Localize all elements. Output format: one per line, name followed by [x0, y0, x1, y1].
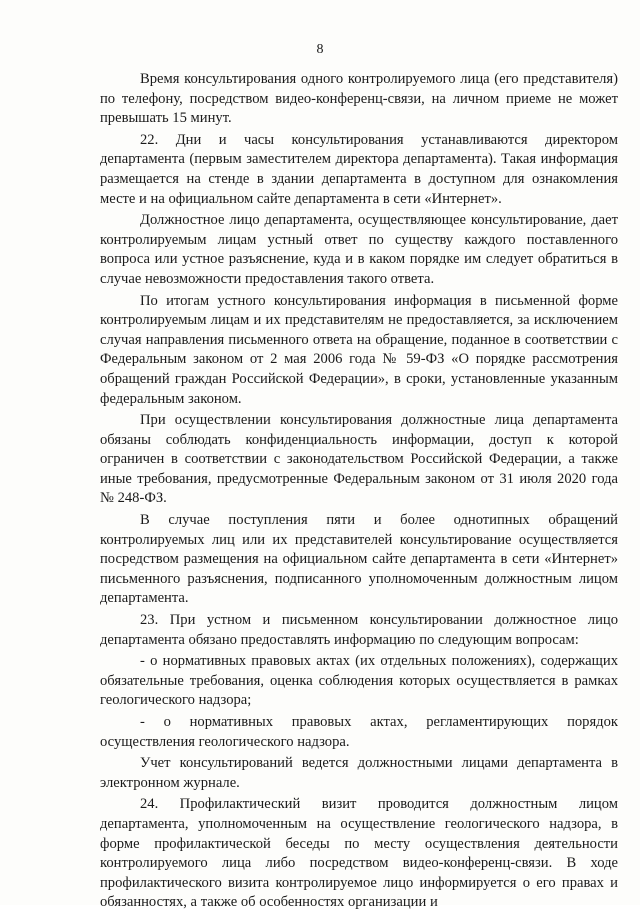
- paragraph-five-requests: В случае поступления пяти и более однотипных обращений контролируемых лиц или их представителей консультирование осуществляется посредством размещения на официальном сайте департамента в сети «Интернет» письменного разъяснения, подписанного уполномоченным должностным лицом департамента.: [100, 512, 618, 607]
- paragraph-written-form: По итогам устного консультирования информация в письменной форме контролируемым лицам и их представителям не предоставляется, за исключением случая направления письменного ответа на обращение, поданное в соответствии с Федеральным законом от 2 мая 2006 года № 59-ФЗ «О порядке рассмотрения обращений граждан Российской Федерации», в сроки, установленные указанным федеральным законом.: [100, 292, 618, 407]
- paragraph-oral-answer: Должностное лицо департамента, осуществляющее консультирование, дает контролируемым лицам устный ответ по существу каждого поставленного вопроса или устное разъяснение, куда и в каком порядке им следует обратиться в случае невозможности предоставления такого ответа.: [100, 212, 618, 287]
- document-body: [100, 70, 618, 915]
- paragraph-journal: Учет консультирований ведется должностными лицами департамента в электронном журнале.: [100, 755, 618, 791]
- paragraph-22-days-hours: 22. Дни и часы консультирования устанавливаются директором департамента (первым заместителем директора департамента). Такая информация размещается на стенде в здании департамента в доступном для ознакомления месте и на официальном сайте департамента в сети «Интернет».: [100, 131, 618, 207]
- paragraph-confidentiality: При осуществлении консультирования должностные лица департамента обязаны соблюдать конфиденциальность информации, доступ к которой ограничен в соответствии с законодательством Российской Федерации, а также иные требования, предусмотренные Федеральным законом от 31 июля 2020 года № 248-ФЗ.: [100, 412, 618, 507]
- paragraph-23-questions: 23. При устном и письменном консультировании должностное лицо департамента обязано предоставлять информацию по следующим вопросам:: [100, 612, 618, 648]
- list-item-regulating-acts: - о нормативных правовых актах, регламентирующих порядок осуществления геологического надзора.: [100, 714, 618, 750]
- list-item-normative-acts: - о нормативных правовых актах (их отдельных положениях), содержащих обязательные требования, оценка соблюдения которых осуществляется в рамках геологического надзора;: [100, 653, 618, 709]
- paragraph-24-preventive-visit: 24. Профилактический визит проводится должностным лицом департамента, уполномоченным на осуществление геологического надзора, в форме профилактической беседы по месту осуществления деятельности контролируемого лица либо посредством видео-конференц-связи. В ходе профилактического визита контролируемое лицо информируется о его правах и обязанностях, а также об особенностях организации и: [100, 796, 618, 911]
- page-number: 8: [316, 42, 324, 57]
- paragraph-consultation-time: Время консультирования одного контролируемого лица (его представителя) по телефону, посредством видео-конференц-связи, на личном приеме не может превышать 15 минут.: [100, 71, 618, 127]
